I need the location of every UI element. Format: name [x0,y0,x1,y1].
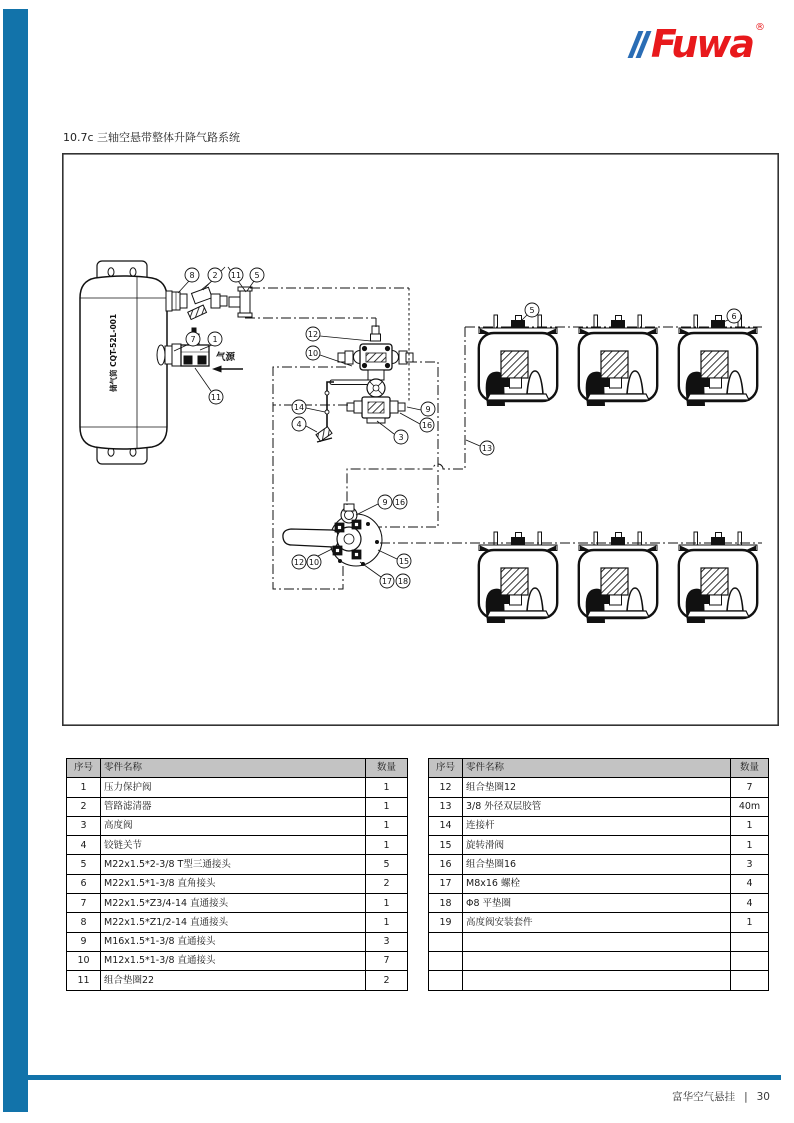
svg-text:14: 14 [293,402,305,412]
col-header-qty: 数量 [731,759,769,778]
svg-text:10: 10 [308,557,320,567]
col-header-index: 序号 [429,759,463,778]
air-spring [679,532,757,623]
table-row [429,855,769,874]
air-spring [579,532,657,623]
table-cell: 19 [429,913,463,932]
table-cell: 1 [366,816,408,835]
table-row [429,913,769,932]
table-row [67,913,408,932]
table-cell: 5 [366,855,408,874]
table-cell: 组合垫圈12 [463,778,731,797]
callout-4 [292,417,306,431]
table-cell: 铰链关节 [101,836,366,855]
table-cell: 5 [67,855,101,874]
svg-text:6: 6 [731,311,737,321]
table-cell: 连接杆 [463,816,731,835]
table-cell: 旋转滑阀 [463,836,731,855]
table-cell: 1 [731,913,769,932]
svg-text:11: 11 [230,270,242,280]
table-cell: 3 [731,855,769,874]
table-cell: 40m [731,797,769,816]
callout-1 [208,332,222,346]
table-cell: 7 [366,951,408,970]
table-cell: 16 [429,855,463,874]
table-cell [463,932,731,951]
table-cell: 1 [731,836,769,855]
air-tank [80,261,167,464]
callout-9 [421,402,435,416]
table-cell: 1 [366,836,408,855]
table-cell: 4 [731,894,769,913]
svg-text:8: 8 [189,270,195,280]
diagram-frame [63,154,778,725]
table-header-row [67,759,408,778]
table-row [67,932,408,951]
callout-10b [307,555,321,569]
table-cell [463,971,731,990]
footer-page-number: 30 [756,1090,770,1103]
tank-label: 储气筒 CQT-52L-001 [109,313,118,392]
table-cell [463,951,731,970]
table-row [67,797,408,816]
svg-text:9: 9 [425,404,431,414]
table-cell [731,971,769,990]
table-cell: 4 [731,874,769,893]
table-row [429,894,769,913]
table-header-row [429,759,769,778]
table-cell: 7 [67,894,101,913]
table-cell: M22x1.5*Z3/4-14 直通接头 [101,894,366,913]
table-cell: 2 [67,797,101,816]
callout-7 [186,332,200,346]
table-cell: 压力保护阀 [101,778,366,797]
col-header-part-name: 零件名称 [463,759,731,778]
table-cell: 1 [366,894,408,913]
table-cell: M22x1.5*2-3/8 T型三通接头 [101,855,366,874]
table-row [429,874,769,893]
section-title: 10.7c 三轴空悬带整体升降气路系统 [63,131,241,144]
svg-text:12: 12 [307,329,319,339]
svg-text:9: 9 [382,497,388,507]
table-cell: 1 [366,913,408,932]
callout-12b [292,555,306,569]
table-cell: M12x1.5*1-3/8 直通接头 [101,951,366,970]
callout-14 [292,400,306,414]
table-row [67,971,408,990]
table-cell: 2 [366,874,408,893]
table-cell: M22x1.5*Z1/2-14 直通接头 [101,913,366,932]
table-row [67,836,408,855]
air-spring [479,315,557,406]
table-cell: Φ8 平垫圈 [463,894,731,913]
callout-8 [185,268,199,282]
table-row [429,797,769,816]
table-row [429,836,769,855]
table-cell: M22x1.5*1-3/8 直角接头 [101,874,366,893]
svg-text:11: 11 [210,392,222,402]
air-spring [479,532,557,623]
col-header-qty: 数量 [366,759,408,778]
callout-3 [394,430,408,444]
col-header-index: 序号 [67,759,101,778]
col-header-part-name: 零件名称 [101,759,366,778]
svg-text:5: 5 [254,270,260,280]
table-row [67,816,408,835]
table-cell: 4 [67,836,101,855]
table-cell: 3 [67,816,101,835]
table-cell: 11 [67,971,101,990]
table-row [429,932,769,951]
table-cell [731,951,769,970]
table-cell: 1 [366,797,408,816]
table-cell: 管路滤清器 [101,797,366,816]
left-accent-bar [3,9,28,1112]
air-spring [579,315,657,406]
logo-text: Fuwa [650,22,753,66]
fuwa-logo [633,20,765,68]
table-cell: 1 [67,778,101,797]
table-cell: 3 [366,932,408,951]
svg-text:2: 2 [212,270,218,280]
callout-16b [393,495,407,509]
svg-text:17: 17 [381,576,393,586]
air-source-label: 气源 [216,352,236,363]
page-footer [672,1089,770,1104]
table-row [429,951,769,970]
table-cell: 13 [429,797,463,816]
logo-registered-mark: ® [755,22,765,33]
svg-text:5: 5 [529,305,535,315]
callout-13 [480,441,494,455]
callout-11 [229,268,243,282]
callout-11b [209,390,223,404]
table-cell: 2 [366,971,408,990]
footer-separator: | [744,1090,748,1103]
callout-10 [306,346,320,360]
table-row [429,971,769,990]
callout-15 [397,554,411,568]
svg-text:7: 7 [190,334,196,344]
table-cell: 12 [429,778,463,797]
svg-text:10: 10 [307,348,319,358]
callout-2 [208,268,222,282]
table-cell: 9 [67,932,101,951]
callout-12 [306,327,320,341]
table-cell: 7 [731,778,769,797]
svg-text:12: 12 [293,557,305,567]
rotary-valve-handle [283,529,338,547]
callout-6 [727,309,741,323]
table-row [429,816,769,835]
callout-5 [250,268,264,282]
callout-18 [396,574,410,588]
pneumatic-diagram [62,153,779,726]
table-row [67,951,408,970]
table-cell: 1 [366,778,408,797]
table-row [67,855,408,874]
table-cell: 10 [67,951,101,970]
table-cell: 1 [731,816,769,835]
table-cell [429,951,463,970]
svg-text:1: 1 [212,334,218,344]
footer-divider-line [28,1075,781,1080]
svg-text:18: 18 [397,576,409,586]
svg-text:15: 15 [398,556,410,566]
callout-9b [378,495,392,509]
air-spring [679,315,757,406]
table-row [67,894,408,913]
svg-text:4: 4 [296,419,302,429]
table-cell: 高度阀 [101,816,366,835]
table-cell [429,971,463,990]
callout-16 [420,418,434,432]
table-cell: 组合垫圈16 [463,855,731,874]
svg-text:13: 13 [481,443,493,453]
tank-body [80,276,167,449]
parts-table-left [66,758,408,991]
table-cell: 17 [429,874,463,893]
table-row [67,874,408,893]
callout-5b [525,303,539,317]
table-cell: M8x16 螺栓 [463,874,731,893]
table-cell: M16x1.5*1-3/8 直通接头 [101,932,366,951]
table-row [67,778,408,797]
table-row [429,778,769,797]
table-cell: 6 [67,874,101,893]
parts-table-right [428,758,769,991]
table-cell: 高度阀安装套件 [463,913,731,932]
svg-text:16: 16 [421,420,433,430]
footer-brand: 富华空气悬挂 [672,1091,736,1103]
table-cell [731,932,769,951]
table-cell: 15 [429,836,463,855]
table-cell: 组合垫圈22 [101,971,366,990]
table-cell: 14 [429,816,463,835]
table-cell [429,932,463,951]
callout-17 [380,574,394,588]
table-cell: 18 [429,894,463,913]
table-cell: 8 [67,913,101,932]
svg-text:16: 16 [394,497,406,507]
svg-text:3: 3 [398,432,404,442]
table-cell: 3/8 外径双层胶管 [463,797,731,816]
